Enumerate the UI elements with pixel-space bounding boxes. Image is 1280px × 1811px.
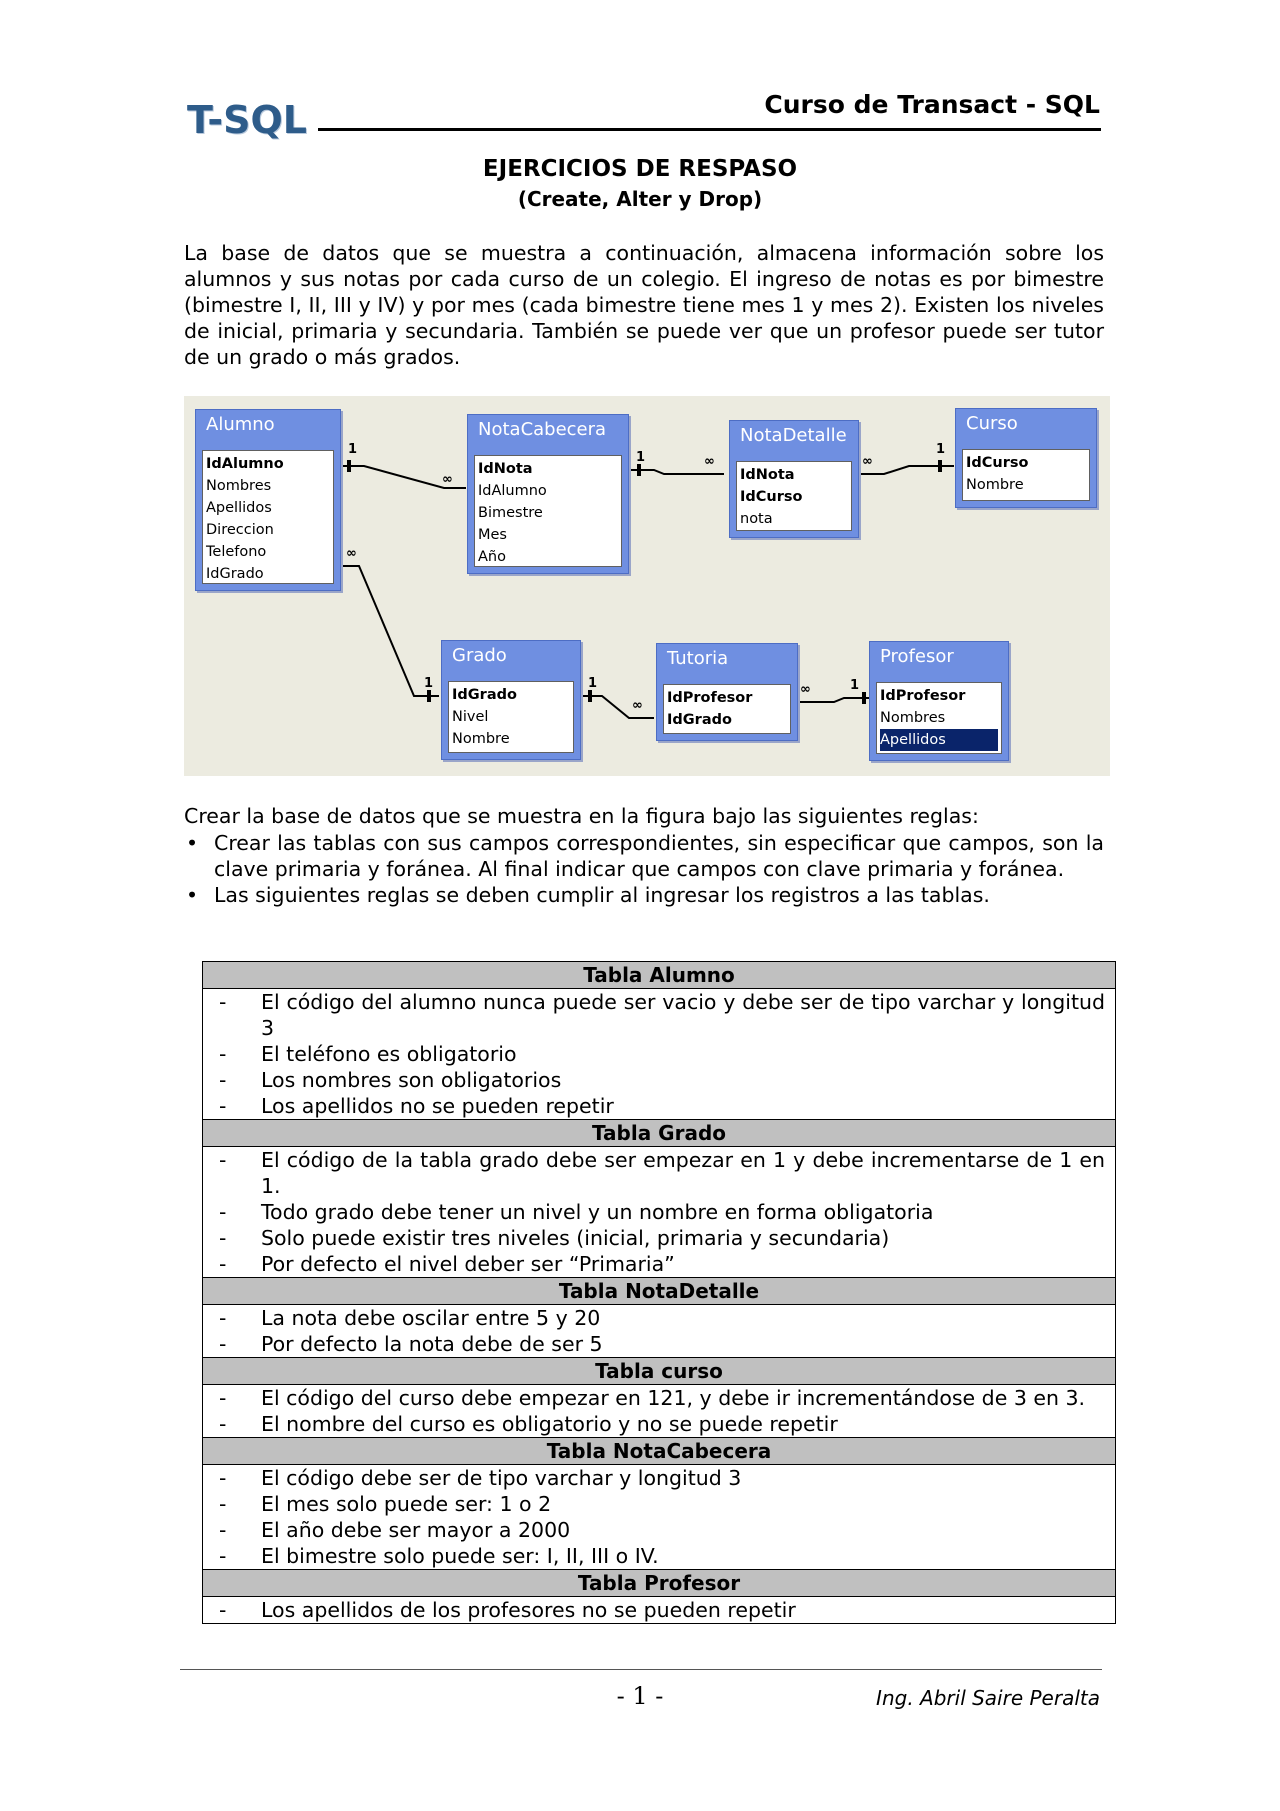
cardinality-many: ∞ — [442, 472, 453, 487]
table-section-heading: Tabla Alumno — [203, 962, 1116, 989]
entity-tutoria[interactable] — [656, 643, 798, 741]
table-section-heading: Tabla NotaCabecera — [203, 1438, 1116, 1465]
rules-intro: Crear la base de datos que se muestra en la figura bajo las siguientes reglas: — [184, 804, 979, 828]
cardinality-one: 1 — [936, 442, 946, 457]
rule-item: - El bimestre solo puede ser: I, II, III o IV. — [219, 1544, 659, 1568]
entity-field[interactable]: Nombre — [966, 477, 1024, 493]
entity-field[interactable]: Apellidos — [206, 500, 272, 516]
bullet-item: • Las siguientes reglas se deben cumplir al ingresar los registros a las tablas. — [184, 882, 1104, 908]
entity-title: Curso — [966, 413, 1018, 434]
table-section-body — [203, 1597, 1116, 1624]
cardinality-one: 1 — [588, 676, 598, 691]
cardinality-one: 1 — [850, 678, 860, 693]
entity-field[interactable]: IdGrado — [667, 712, 732, 728]
cardinality-many: ∞ — [346, 546, 357, 561]
rule-item: - Los apellidos de los profesores no se pueden repetir — [219, 1598, 796, 1622]
cardinality-many: ∞ — [704, 454, 715, 469]
entity-fields — [736, 461, 852, 531]
entity-field[interactable]: Nombres — [206, 478, 272, 494]
document-title: EJERCICIOS DE RESPASO — [482, 156, 798, 182]
course-title: Curso de Transact - SQL — [764, 90, 1100, 119]
entity-curso[interactable] — [955, 408, 1097, 508]
footer-rule — [180, 1669, 1102, 1670]
cardinality-many: ∞ — [862, 454, 873, 469]
table-section-body — [203, 1305, 1116, 1358]
rule-item: - El código de la tabla grado debe ser empezar en 1 y debe incrementarse de 1 en 1. — [219, 1148, 1105, 1198]
rule-item: - El mes solo puede ser: 1 o 2 — [219, 1492, 552, 1516]
rule-item: - El nombre del curso es obligatorio y no se puede repetir — [219, 1412, 838, 1436]
table-section-heading: Tabla Profesor — [203, 1570, 1116, 1597]
entity-field[interactable]: IdCurso — [740, 489, 803, 505]
entity-grado[interactable] — [441, 640, 581, 760]
entity-fields — [876, 682, 1002, 754]
entity-field[interactable]: Nombres — [880, 710, 946, 726]
rule-item: - Solo puede existir tres niveles (inicial, primaria y secundaria) — [219, 1226, 890, 1250]
document-subtitle: (Create, Alter y Drop) — [517, 187, 763, 211]
entity-field[interactable]: Nombre — [452, 731, 510, 747]
entity-field[interactable]: IdGrado — [452, 687, 517, 703]
cardinality-many: ∞ — [632, 698, 643, 713]
rule-item: - Por defecto el nivel deber ser “Primaria” — [219, 1252, 675, 1276]
rule-item: - Todo grado debe tener un nivel y un nombre en forma obligatoria — [219, 1200, 934, 1224]
entity-title: Tutoria — [667, 648, 729, 669]
table-section-body — [203, 1385, 1116, 1438]
rule-item: - Los apellidos no se pueden repetir — [219, 1094, 614, 1118]
rule-item: - El código debe ser de tipo varchar y longitud 3 — [219, 1466, 742, 1490]
tsql-logo: T-SQL — [187, 98, 307, 142]
entity-field[interactable]: Bimestre — [478, 505, 543, 521]
table-section-heading: Tabla curso — [203, 1358, 1116, 1385]
entity-title: Profesor — [880, 646, 954, 667]
cardinality-many: ∞ — [800, 682, 811, 697]
entity-field[interactable]: Direccion — [206, 522, 274, 538]
intro-paragraph: La base de datos que se muestra a continuación, almacena información sobre los alumnos y sus notas por cada curso de un colegio. El ingreso de notas es por bimestre (bimestre I, II, III y IV) y por mes (cada bimestre tiene mes 1 y mes 2). Existen los niveles de inicial, primaria y secundaria. También se puede ver que un profesor puede ser tutor de un grado o más grados. — [184, 241, 1104, 369]
author-name: Ing. Abril Saire Peralta — [876, 1686, 1100, 1710]
cardinality-one: 1 — [348, 442, 358, 457]
table-section-body — [203, 1465, 1116, 1570]
rule-item: - Los nombres son obligatorios — [219, 1068, 562, 1092]
database-diagram — [184, 396, 1110, 776]
entity-field[interactable]: IdGrado — [206, 566, 264, 582]
rule-item: - El teléfono es obligatorio — [219, 1042, 517, 1066]
cardinality-one: 1 — [424, 676, 434, 691]
header-rule — [318, 128, 1101, 131]
entity-title: Alumno — [206, 414, 275, 435]
entity-notadetalle[interactable] — [729, 420, 859, 538]
entity-alumno[interactable] — [195, 409, 341, 591]
entity-fields — [448, 681, 574, 753]
rule-item: - La nota debe oscilar entre 5 y 20 — [219, 1306, 601, 1330]
cardinality-one: 1 — [636, 450, 646, 465]
rule-item: - El código del curso debe empezar en 121, y debe ir incrementándose de 3 en 3. — [219, 1386, 1086, 1410]
relation-notacabecera-notadetalle — [629, 470, 724, 474]
entity-field[interactable]: IdNota — [478, 461, 533, 477]
bullet-list — [184, 830, 1104, 908]
rule-item: - Por defecto la nota debe de ser 5 — [219, 1332, 603, 1356]
entity-fields — [202, 450, 334, 584]
entity-field-selected[interactable]: Apellidos — [880, 729, 998, 751]
entity-field[interactable]: Telefono — [206, 544, 267, 560]
table-section-heading: Tabla Grado — [203, 1120, 1116, 1147]
entity-field[interactable]: IdNota — [740, 467, 795, 483]
entity-fields — [474, 455, 622, 567]
entity-field[interactable]: nota — [740, 511, 773, 527]
entity-notacabecera[interactable] — [467, 414, 629, 574]
entity-field[interactable]: Año — [478, 549, 506, 565]
entity-field[interactable]: IdProfesor — [667, 690, 753, 706]
entity-title: NotaCabecera — [478, 419, 607, 440]
page-number: - 1 - — [616, 1682, 664, 1710]
entity-field[interactable]: Nivel — [452, 709, 489, 725]
table-section-body — [203, 989, 1116, 1120]
entity-field[interactable]: IdAlumno — [478, 483, 547, 499]
table-section-body — [203, 1147, 1116, 1278]
entity-field[interactable]: Mes — [478, 527, 507, 543]
entity-title: Grado — [452, 645, 507, 666]
table-section-heading: Tabla NotaDetalle — [203, 1278, 1116, 1305]
rule-item: - El año debe ser mayor a 2000 — [219, 1518, 571, 1542]
entity-fields — [962, 449, 1090, 501]
entity-title: NotaDetalle — [740, 425, 847, 446]
entity-profesor[interactable] — [869, 641, 1009, 761]
rule-item: - El código del alumno nunca puede ser vacio y debe ser de tipo varchar y longitud 3 — [219, 990, 1105, 1040]
bullet-item: • Crear las tablas con sus campos correspondientes, sin especificar que campos, son la clave primaria y foránea. Al final indicar que campos con clave primaria y foránea. — [184, 830, 1104, 882]
entity-fields — [663, 684, 791, 734]
entity-field[interactable]: IdProfesor — [880, 688, 966, 704]
entity-field[interactable]: IdCurso — [966, 455, 1029, 471]
entity-field[interactable]: IdAlumno — [206, 456, 284, 472]
rules-table — [202, 961, 1116, 1624]
